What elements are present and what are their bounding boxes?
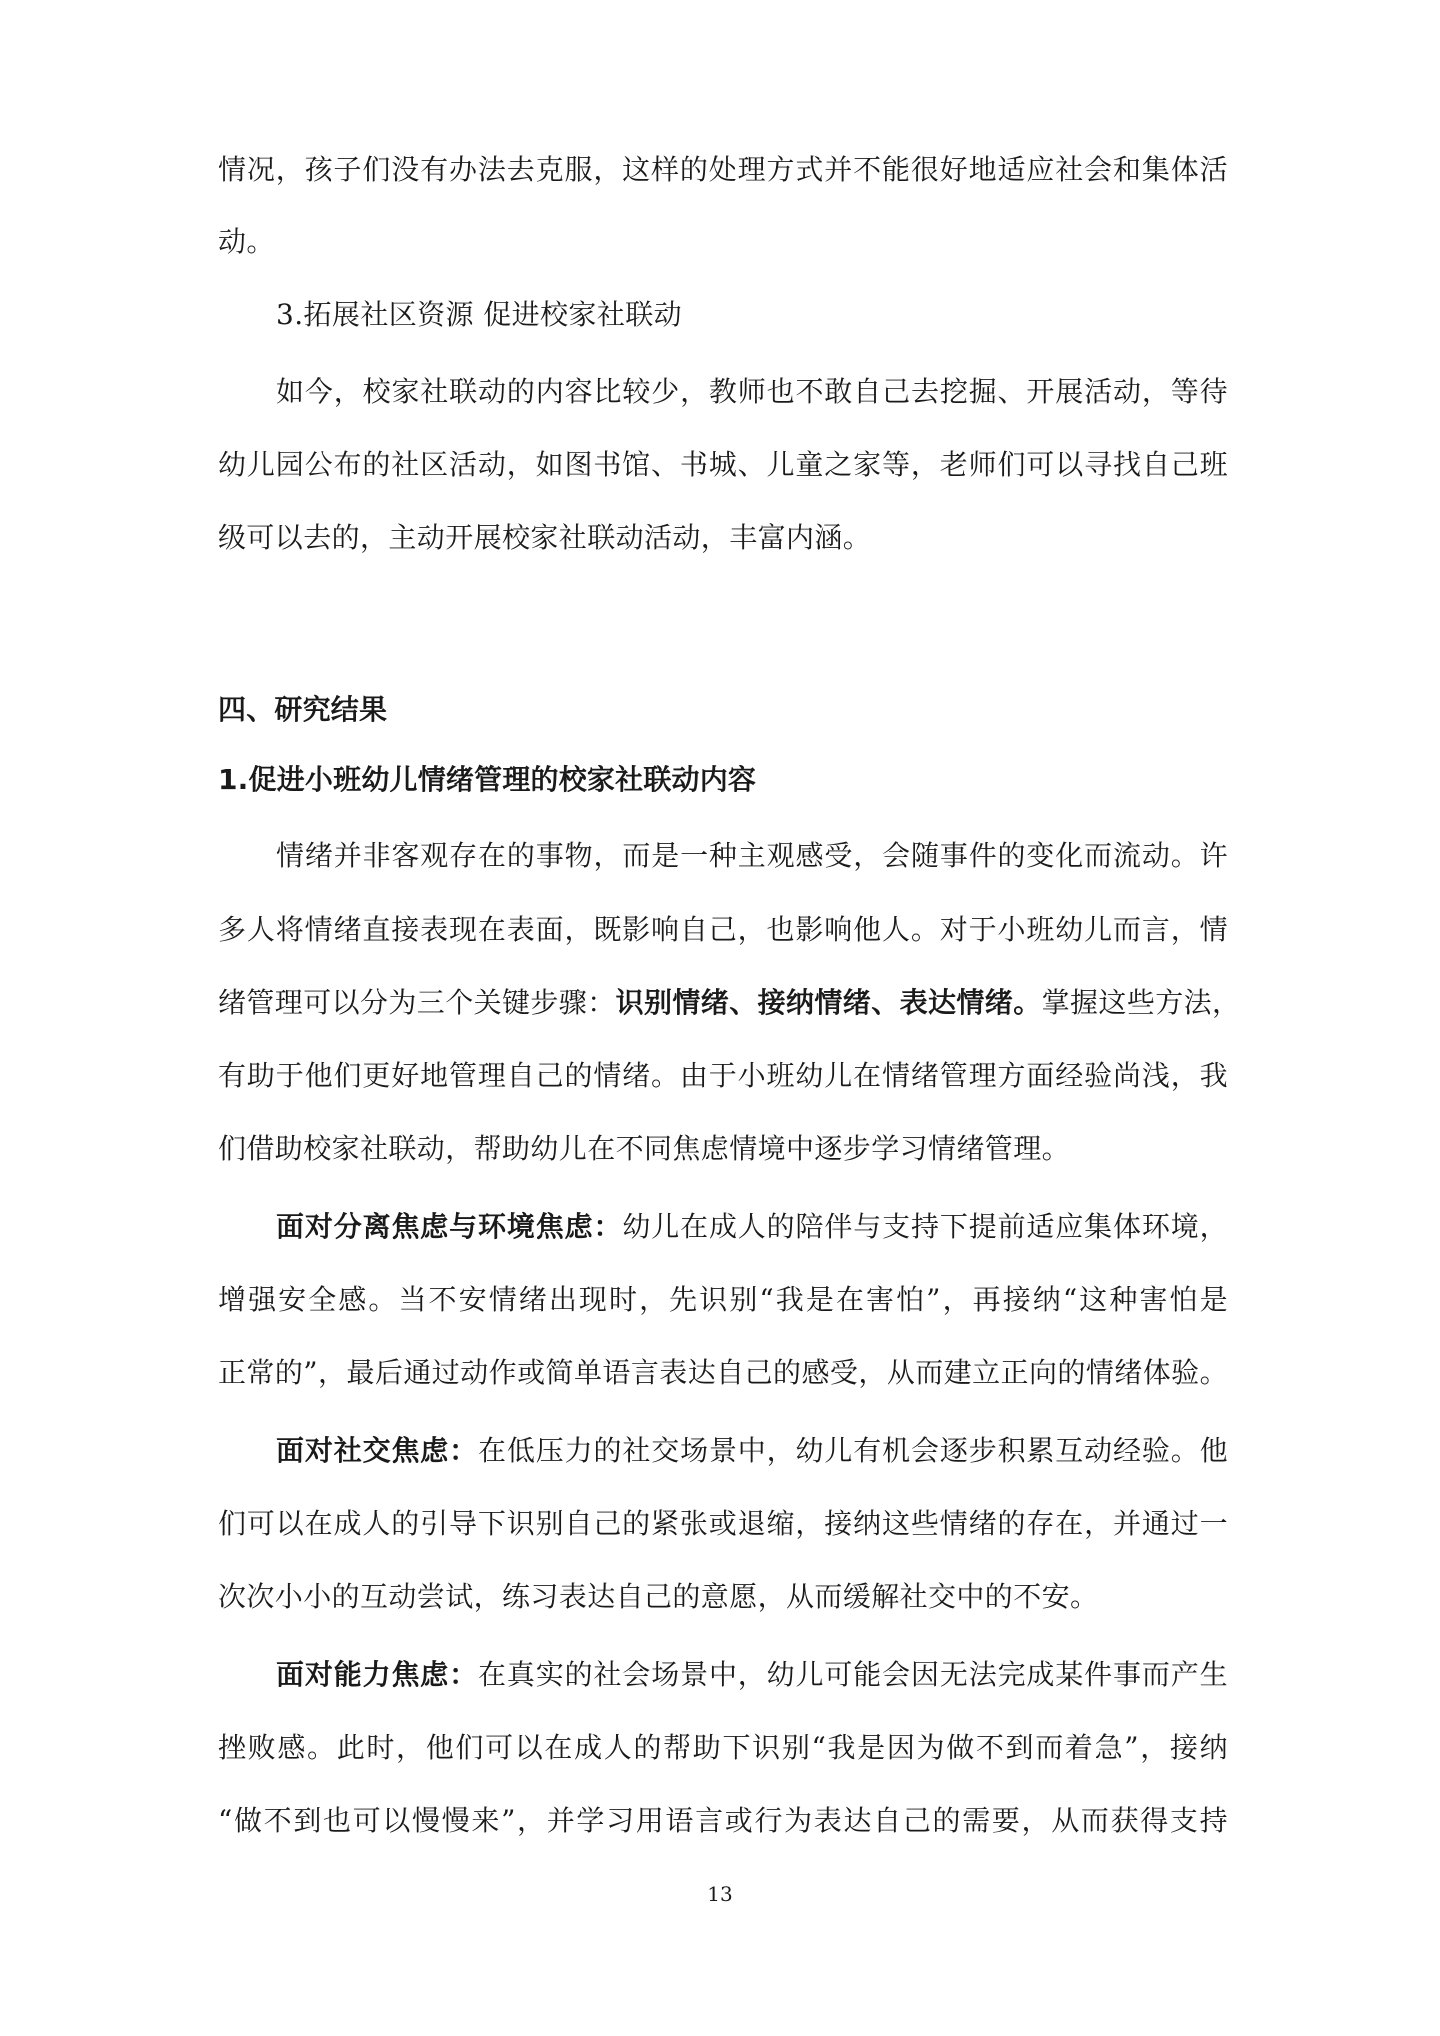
paragraph-line: [218, 983, 1241, 1023]
term-label: 面对社交焦虑：: [276, 1434, 479, 1467]
paragraph-line: 次次小小的互动尝试，练习表达自己的意愿，从而缓解社交中的不安。: [218, 1580, 1099, 1613]
page-number: 13: [707, 1882, 733, 1906]
paragraph-line: 情况，孩子们没有办法去克服，这样的处理方式并不能很好地适应社会和集体活: [218, 153, 1228, 186]
paragraph-line: 幼儿园公布的社区活动，如图书馆、书城、儿童之家等，老师们可以寻找自己班: [218, 448, 1228, 481]
emphasis-steps: 识别情绪、接纳情绪、表达情绪。: [615, 986, 1042, 1019]
paragraph-line: [218, 1207, 1228, 1247]
subsection-title: 3.拓展社区资源 促进校家社联动: [276, 298, 683, 331]
paragraph-line: 情绪并非客观存在的事物，而是一种主观感受，会随事件的变化而流动。许: [276, 839, 1228, 872]
text-run: 在真实的社会场景中，幼儿可能会因无法完成某件事而产生: [478, 1658, 1228, 1691]
paragraph-line: 们可以在成人的引导下识别自己的紧张或退缩，接纳这些情绪的存在，并通过一: [218, 1507, 1228, 1540]
paragraph-line: “做不到也可以慢慢来”，并学习用语言或行为表达自己的需要，从而获得支持: [218, 1804, 1228, 1837]
paragraph-line: 动。: [218, 225, 275, 258]
paragraph-line: [218, 1655, 1228, 1695]
paragraph-line: 正常的”，最后通过动作或简单语言表达自己的感受，从而建立正向的情绪体验。: [218, 1356, 1228, 1389]
paragraph-line: 们借助校家社联动，帮助幼儿在不同焦虑情境中逐步学习情绪管理。: [218, 1132, 1071, 1165]
text-run: 掌握这些方法，: [1041, 986, 1241, 1019]
paragraph-line: 级可以去的，主动开展校家社联动活动，丰富内涵。: [218, 521, 872, 554]
paragraph-line: [218, 1431, 1228, 1471]
paragraph-line: 有助于他们更好地管理自己的情绪。由于小班幼儿在情绪管理方面经验尚浅，我: [218, 1059, 1228, 1092]
paragraph-line: 挫败感。此时，他们可以在成人的帮助下识别“我是因为做不到而着急”，接纳: [218, 1731, 1228, 1764]
section-heading: 四、研究结果: [218, 693, 388, 726]
term-label: 面对分离焦虑与环境焦虑：: [276, 1210, 623, 1243]
subsection-heading: 1.促进小班幼儿情绪管理的校家社联动内容: [218, 763, 757, 796]
text-run: 绪管理可以分为三个关键步骤：: [218, 986, 616, 1019]
text-run: 幼儿在成人的陪伴与支持下提前适应集体环境，: [622, 1210, 1229, 1243]
paragraph-line: 增强安全感。当不安情绪出现时，先识别“我是在害怕”，再接纳“这种害怕是: [218, 1283, 1228, 1316]
paragraph-line: 如今，校家社联动的内容比较少，教师也不敢自己去挖掘、开展活动，等待: [276, 375, 1228, 408]
term-label: 面对能力焦虑：: [276, 1658, 479, 1691]
text-run: 在低压力的社交场景中，幼儿有机会逐步积累互动经验。他: [478, 1434, 1228, 1467]
paragraph-line: 多人将情绪直接表现在表面，既影响自己，也影响他人。对于小班幼儿而言，情: [218, 913, 1228, 946]
